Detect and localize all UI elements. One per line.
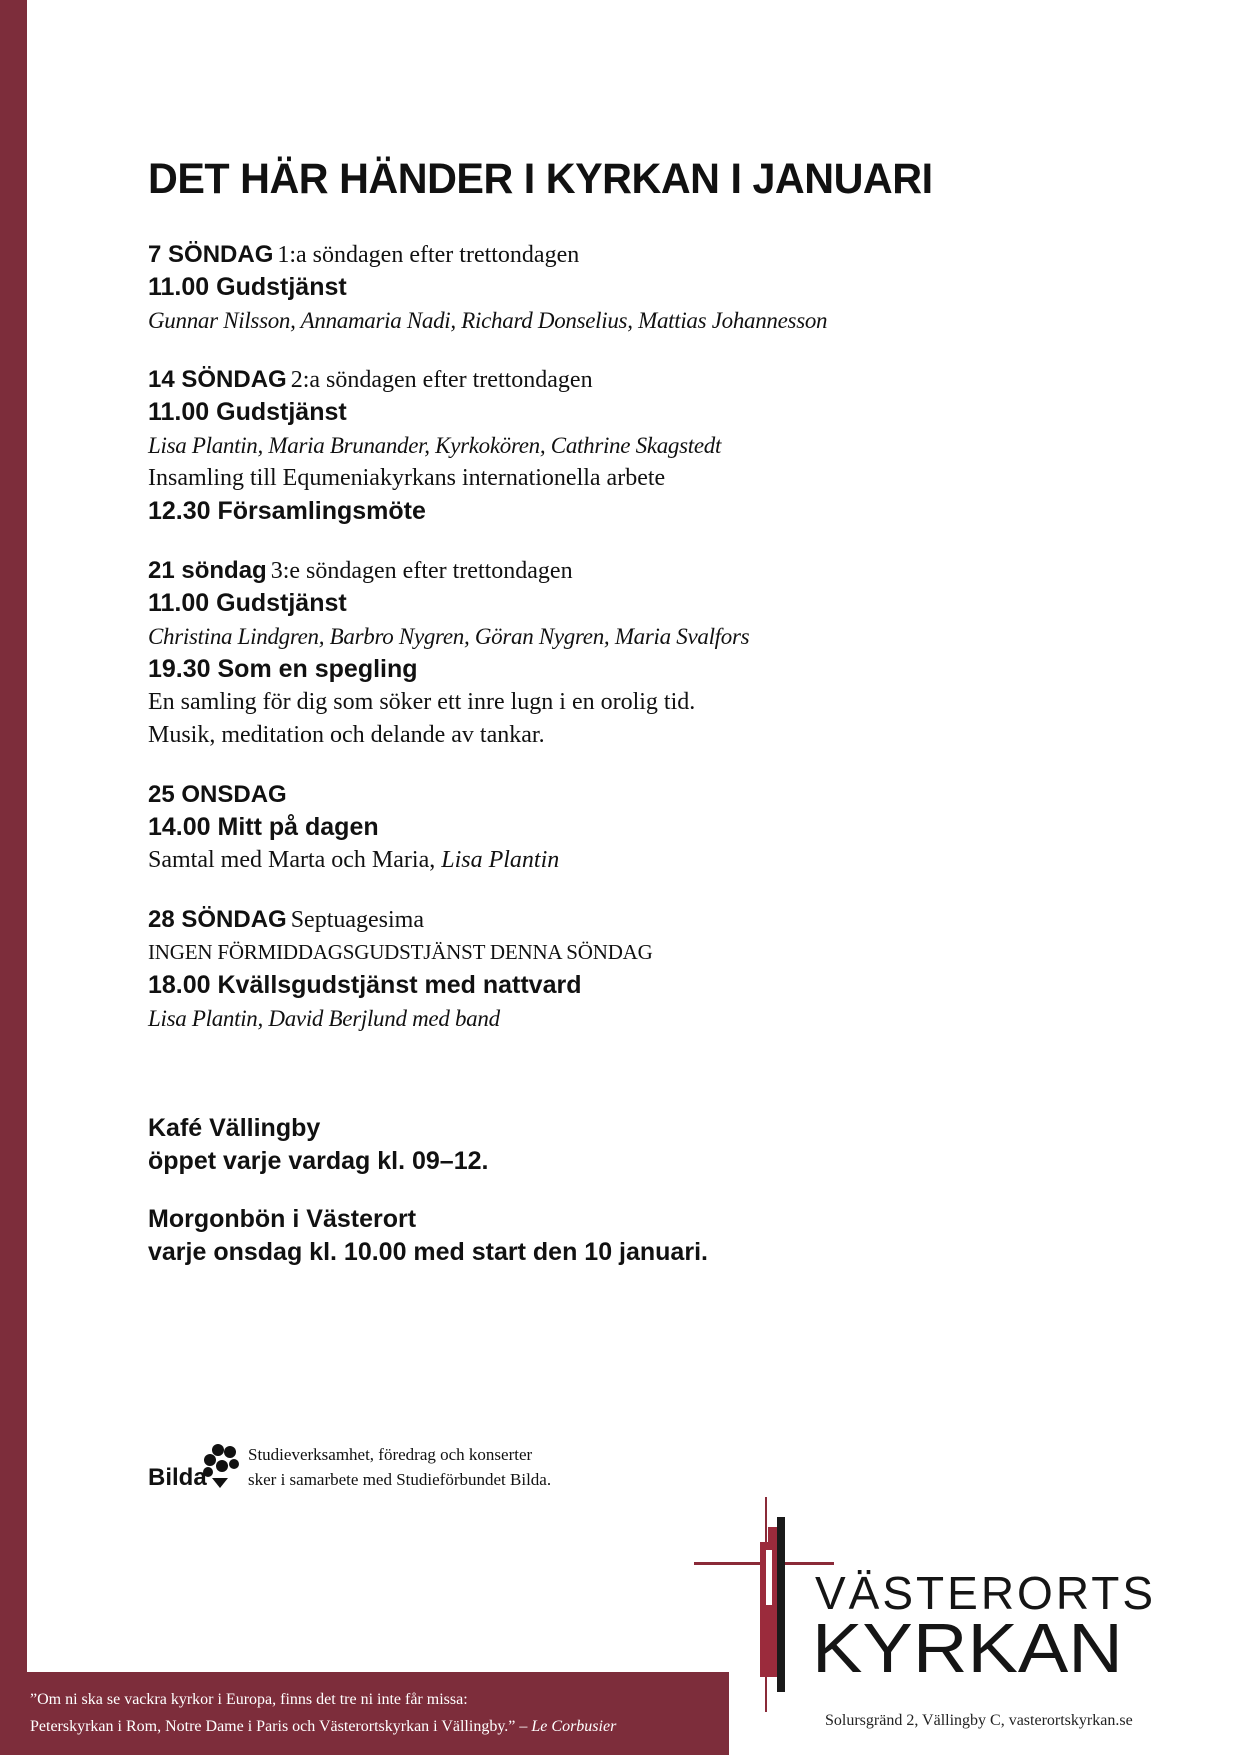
bilda-line: Studieverksamhet, föredrag och konserter (248, 1445, 533, 1464)
event-participants: Gunnar Nilsson, Annamaria Nadi, Richard Donselius, Mattias Johannesson (148, 308, 828, 333)
left-brand-bar (0, 0, 27, 1755)
recurring-notices (148, 1112, 708, 1294)
event-description: En samling för dig som söker ett inre lugn i en orolig tid. (148, 689, 696, 715)
quote-text (30, 1686, 616, 1740)
event-day (148, 238, 1048, 337)
notice-cafe (148, 1112, 708, 1178)
notice-detail: öppet varje vardag kl. 09–12. (148, 1147, 489, 1175)
notice-morning-prayer (148, 1203, 708, 1269)
event-time-title: 12.30 Församlingsmöte (148, 497, 426, 525)
page-title: DET HÄR HÄNDER I KYRKAN I JANUARI (148, 155, 933, 203)
notice-title: Kafé Vällingby (148, 1114, 321, 1142)
event-notice: INGEN FÖRMIDDAGSGUDSTJÄNST DENNA SÖNDAG (148, 940, 653, 964)
bilda-partner (148, 1442, 668, 1492)
event-time-title: 11.00 Gudstjänst (148, 398, 347, 426)
quote-author: Le Corbusier (531, 1718, 617, 1735)
event-time-title: 11.00 Gudstjänst (148, 273, 347, 301)
quote-line: ”Om ni ska se vackra kyrkor i Europa, finns det tre ni inte får missa: (30, 1691, 468, 1708)
event-note: Insamling till Equmeniakyrkans internationella arbete (148, 465, 666, 491)
event-day-label: 28 SÖNDAG (148, 906, 287, 933)
logo-wordmark-bottom: KYRKAN (812, 1609, 1123, 1687)
event-description: Musik, meditation och delande av tankar. (148, 722, 545, 748)
event-day (148, 778, 1048, 877)
event-day-label: 25 ONSDAG (148, 781, 287, 808)
event-day-subtitle: 3:e söndagen efter trettondagen (270, 558, 573, 584)
event-time-title: 19.30 Som en spegling (148, 655, 418, 683)
bilda-description (248, 1442, 551, 1492)
event-day-subtitle: 2:a söndagen efter trettondagen (290, 367, 593, 393)
event-time-title: 14.00 Mitt på dagen (148, 813, 379, 841)
notice-title: Morgonbön i Västerort (148, 1205, 417, 1233)
logo-wordmark-top: VÄSTERORTS (815, 1567, 1156, 1619)
event-time-title: 18.00 Kvällsgudstjänst med nattvard (148, 971, 582, 999)
event-day-subtitle: Septuagesima (290, 907, 425, 933)
notice-detail: varje onsdag kl. 10.00 med start den 10 januari. (148, 1238, 708, 1266)
quote-line: Peterskyrkan i Rom, Notre Dame i Paris och Västerortskyrkan i Vällingby.” (30, 1718, 516, 1735)
event-time-title: 11.00 Gudstjänst (148, 589, 347, 617)
event-day (148, 554, 1048, 752)
quote-banner (0, 1672, 729, 1755)
church-address: Solursgränd 2, Vällingby C, vasterortskyrkan.se (825, 1712, 1133, 1729)
event-day-label: 21 söndag (148, 557, 267, 584)
bilda-logo-text: Bilda (148, 1464, 207, 1491)
event-day-subtitle: 1:a söndagen efter trettondagen (277, 242, 580, 268)
event-day (148, 363, 1048, 528)
bilda-logo (148, 1442, 240, 1492)
quote-dash: – (515, 1718, 532, 1735)
event-day-label: 7 SÖNDAG (148, 241, 274, 268)
event-description: Samtal med Marta och Maria, (148, 847, 436, 873)
event-participants: Lisa Plantin (441, 847, 560, 873)
event-participants: Lisa Plantin, Maria Brunander, Kyrkokören, Cathrine Skagstedt (148, 433, 722, 458)
events-list (148, 238, 1048, 1061)
bilda-line: sker i samarbete med Studieförbundet Bilda. (248, 1470, 552, 1489)
event-participants: Christina Lindgren, Barbro Nygren, Göran Nygren, Maria Svalfors (148, 624, 750, 649)
event-day-label: 14 SÖNDAG (148, 366, 287, 393)
event-day (148, 903, 1048, 1035)
event-participants: Lisa Plantin, David Berjlund med band (148, 1006, 500, 1031)
